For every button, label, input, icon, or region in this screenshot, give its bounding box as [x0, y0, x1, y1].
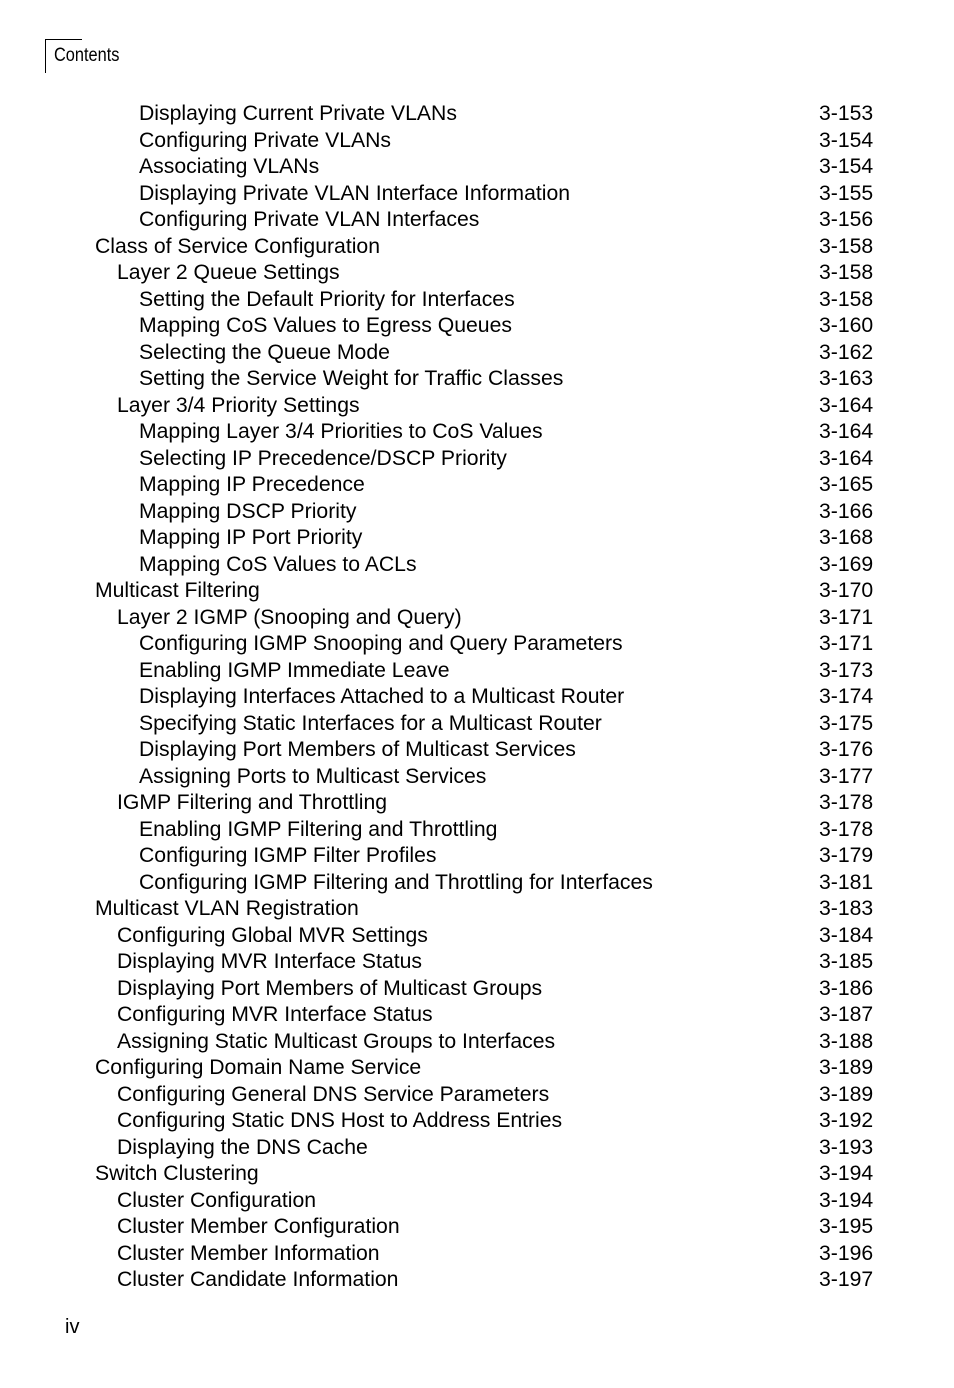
toc-entry-title[interactable]: Cluster Member Configuration — [117, 1215, 400, 1238]
toc-entry-title[interactable]: Enabling IGMP Immediate Leave — [139, 658, 450, 682]
toc-entry-title[interactable]: Displaying Current Private VLANs — [139, 102, 457, 125]
toc-entry-page[interactable]: 3-153 — [819, 102, 874, 125]
toc-entry-title[interactable]: Configuring Global MVR Settings — [117, 923, 428, 947]
toc-entry-title[interactable]: Mapping IP Port Priority — [139, 526, 363, 549]
toc-entry[interactable] — [0, 234, 954, 261]
toc-entry[interactable] — [0, 552, 954, 579]
toc-entry[interactable] — [0, 101, 954, 128]
toc-entry-page[interactable]: 3-169 — [819, 552, 874, 576]
toc-entry-page[interactable]: 3-155 — [819, 181, 874, 205]
toc-entry-title[interactable]: Displaying Port Members of Multicast Services — [139, 738, 576, 761]
toc-entry-title[interactable]: Displaying Private VLAN Interface Information — [139, 181, 571, 205]
toc-entry-title[interactable]: Layer 3/4 Priority Settings — [117, 393, 360, 417]
toc-entry-page[interactable]: 3-196 — [819, 1241, 874, 1265]
toc-entry[interactable] — [0, 1161, 954, 1188]
toc-entry[interactable] — [0, 737, 954, 764]
toc-entry-title[interactable]: Assigning Static Multicast Groups to Interfaces — [117, 1029, 556, 1053]
toc-entry[interactable] — [0, 366, 954, 393]
toc-entry-page[interactable]: 3-189 — [819, 1082, 874, 1106]
toc-entry-page[interactable]: 3-168 — [819, 526, 874, 549]
toc-entry-page[interactable]: 3-171 — [819, 605, 874, 629]
toc-entry-page[interactable]: 3-160 — [819, 314, 874, 337]
toc-entry[interactable] — [0, 684, 954, 711]
toc-entry-title[interactable]: Configuring IGMP Filtering and Throttling for Interfaces — [139, 870, 653, 894]
toc-entry-page[interactable]: 3-178 — [819, 791, 874, 814]
toc-entry-page[interactable]: 3-189 — [819, 1056, 874, 1079]
toc-entry-title[interactable]: Mapping CoS Values to Egress Queues — [139, 314, 512, 337]
toc-entry-page[interactable]: 3-187 — [819, 1003, 874, 1026]
toc-entry-page[interactable]: 3-164 — [819, 420, 874, 443]
toc-entry[interactable] — [0, 790, 954, 817]
toc-entry-title[interactable]: Configuring IGMP Filter Profiles — [139, 844, 437, 867]
toc-entry-title[interactable]: Specifying Static Interfaces for a Multicast Router — [139, 711, 602, 735]
toc-entry-title[interactable]: Mapping DSCP Priority — [139, 499, 357, 523]
toc-entry-title[interactable]: Cluster Member Information — [117, 1241, 380, 1265]
toc-entry-title[interactable]: IGMP Filtering and Throttling — [117, 791, 388, 814]
toc-entry-page[interactable]: 3-181 — [819, 870, 874, 894]
header-rule — [45, 39, 46, 73]
toc-entry-page[interactable]: 3-197 — [819, 1268, 874, 1291]
toc-entry-page[interactable]: 3-166 — [819, 499, 874, 523]
toc-entry-title[interactable]: Layer 2 Queue Settings — [117, 261, 340, 284]
toc-entry-page[interactable]: 3-192 — [819, 1109, 874, 1132]
toc-entry[interactable] — [0, 923, 954, 950]
page-number: iv — [65, 1316, 80, 1338]
toc-entry[interactable] — [0, 1188, 954, 1215]
toc-entry-page[interactable]: 3-163 — [819, 367, 874, 390]
toc-entry[interactable] — [0, 658, 954, 685]
toc-entry-page[interactable]: 3-188 — [819, 1029, 874, 1053]
toc-entry[interactable] — [0, 949, 954, 976]
toc-entry-title[interactable]: Mapping Layer 3/4 Priorities to CoS Values — [139, 420, 543, 443]
toc-entry-title[interactable]: Displaying Interfaces Attached to a Multicast Router — [139, 685, 625, 708]
toc-entry[interactable] — [0, 1002, 954, 1029]
toc-entry[interactable] — [0, 711, 954, 738]
toc-entry[interactable] — [0, 1214, 954, 1241]
toc-entry-page[interactable]: 3-174 — [819, 685, 874, 708]
toc-entry-title[interactable]: Multicast Filtering — [95, 579, 260, 602]
toc-entry-page[interactable]: 3-177 — [819, 764, 874, 788]
toc-entry[interactable] — [0, 605, 954, 632]
toc-entry-title[interactable]: Multicast VLAN Registration — [95, 897, 359, 920]
toc-entry[interactable] — [0, 419, 954, 446]
toc-entry[interactable] — [0, 870, 954, 897]
toc-entry-page[interactable]: 3-165 — [819, 473, 874, 496]
toc-entry-title[interactable]: Setting the Default Priority for Interfaces — [139, 287, 515, 311]
toc-entry[interactable] — [0, 499, 954, 526]
toc-entry-page[interactable]: 3-154 — [819, 128, 874, 152]
toc-entry-page[interactable]: 3-179 — [819, 844, 874, 867]
toc-entry[interactable] — [0, 976, 954, 1003]
toc-entry-page[interactable]: 3-154 — [819, 155, 874, 178]
toc-entry-page[interactable]: 3-185 — [819, 950, 874, 973]
toc-entry-title[interactable]: Configuring IGMP Snooping and Query Parameters — [139, 632, 623, 655]
toc-entry-page[interactable]: 3-178 — [819, 817, 874, 841]
toc-entry[interactable] — [0, 1267, 954, 1294]
toc-entry-title[interactable]: Configuring General DNS Service Parameters — [117, 1082, 550, 1106]
toc-entry-title[interactable]: Assigning Ports to Multicast Services — [139, 764, 487, 788]
toc-entry-title[interactable]: Configuring Domain Name Service — [95, 1056, 422, 1079]
toc-entry-page[interactable]: 3-170 — [819, 579, 874, 602]
toc-entry-page[interactable]: 3-158 — [819, 287, 874, 311]
toc-entry[interactable] — [0, 287, 954, 314]
toc-entry-title[interactable]: Displaying Port Members of Multicast Groups — [117, 976, 543, 1000]
toc-entry-title[interactable]: Configuring Private VLAN Interfaces — [139, 208, 480, 231]
toc-entry[interactable] — [0, 181, 954, 208]
toc-entry-page[interactable]: 3-173 — [819, 658, 874, 682]
toc-entry-page[interactable]: 3-194 — [819, 1162, 874, 1185]
toc-entry-title[interactable]: Mapping IP Precedence — [139, 473, 365, 496]
toc-entry[interactable] — [0, 631, 954, 658]
toc-entry-page[interactable]: 3-158 — [819, 234, 874, 258]
toc-entry-title[interactable]: Configuring Static DNS Host to Address Entries — [117, 1109, 563, 1132]
toc-entry[interactable] — [0, 1055, 954, 1082]
toc-entry[interactable] — [0, 340, 954, 367]
toc-entry-title[interactable]: Configuring MVR Interface Status — [117, 1003, 433, 1026]
toc-entry[interactable] — [0, 1135, 954, 1162]
table-of-contents — [0, 101, 954, 1294]
toc-entry-page[interactable]: 3-171 — [819, 632, 874, 655]
toc-entry-page[interactable]: 3-176 — [819, 738, 874, 761]
toc-entry-page[interactable]: 3-158 — [819, 261, 874, 284]
toc-entry[interactable] — [0, 207, 954, 234]
toc-entry-title[interactable]: Enabling IGMP Filtering and Throttling — [139, 817, 498, 841]
toc-entry[interactable] — [0, 446, 954, 473]
toc-entry-title[interactable]: Switch Clustering — [95, 1162, 259, 1185]
toc-entry-page[interactable]: 3-195 — [819, 1215, 874, 1238]
toc-entry-title[interactable]: Configuring Private VLANs — [139, 128, 392, 152]
running-head: Contents — [54, 45, 120, 66]
toc-entry-page[interactable]: 3-183 — [819, 897, 874, 920]
toc-entry-page[interactable]: 3-193 — [819, 1135, 874, 1159]
toc-entry-page[interactable]: 3-186 — [819, 976, 874, 1000]
toc-entry-title[interactable]: Displaying MVR Interface Status — [117, 950, 422, 973]
toc-entry[interactable] — [0, 764, 954, 791]
toc-entry-title[interactable]: Class of Service Configuration — [95, 234, 380, 258]
toc-entry[interactable] — [0, 313, 954, 340]
header-rule-top — [45, 39, 82, 40]
toc-entry-title[interactable]: Cluster Configuration — [117, 1188, 317, 1212]
toc-entry[interactable] — [0, 578, 954, 605]
toc-entry[interactable] — [0, 1082, 954, 1109]
toc-entry-page[interactable]: 3-184 — [819, 923, 874, 947]
toc-entry[interactable] — [0, 128, 954, 155]
toc-entry-title[interactable]: Selecting the Queue Mode — [139, 340, 390, 364]
toc-entry[interactable] — [0, 1241, 954, 1268]
toc-entry-page[interactable]: 3-164 — [819, 446, 874, 470]
toc-entry-page[interactable]: 3-194 — [819, 1188, 874, 1212]
toc-entry-title[interactable]: Mapping CoS Values to ACLs — [139, 552, 417, 576]
toc-entry[interactable] — [0, 1029, 954, 1056]
toc-entry[interactable] — [0, 843, 954, 870]
toc-entry[interactable] — [0, 393, 954, 420]
toc-entry-title[interactable]: Setting the Service Weight for Traffic Classes — [139, 367, 564, 390]
toc-entry[interactable] — [0, 896, 954, 923]
toc-entry[interactable] — [0, 817, 954, 844]
toc-entry-title[interactable]: Associating VLANs — [139, 155, 320, 178]
toc-entry-title[interactable]: Displaying the DNS Cache — [117, 1135, 368, 1159]
toc-entry[interactable] — [0, 1108, 954, 1135]
toc-entry-page[interactable]: 3-156 — [819, 208, 874, 231]
toc-entry-title[interactable]: Cluster Candidate Information — [117, 1268, 399, 1291]
toc-entry[interactable] — [0, 472, 954, 499]
toc-entry[interactable] — [0, 260, 954, 287]
toc-entry-page[interactable]: 3-175 — [819, 711, 874, 735]
toc-entry-page[interactable]: 3-162 — [819, 340, 874, 364]
toc-entry-page[interactable]: 3-164 — [819, 393, 874, 417]
toc-entry[interactable] — [0, 525, 954, 552]
toc-entry-title[interactable]: Layer 2 IGMP (Snooping and Query) — [117, 605, 462, 629]
toc-entry-title[interactable]: Selecting IP Precedence/DSCP Priority — [139, 446, 507, 470]
toc-entry[interactable] — [0, 154, 954, 181]
